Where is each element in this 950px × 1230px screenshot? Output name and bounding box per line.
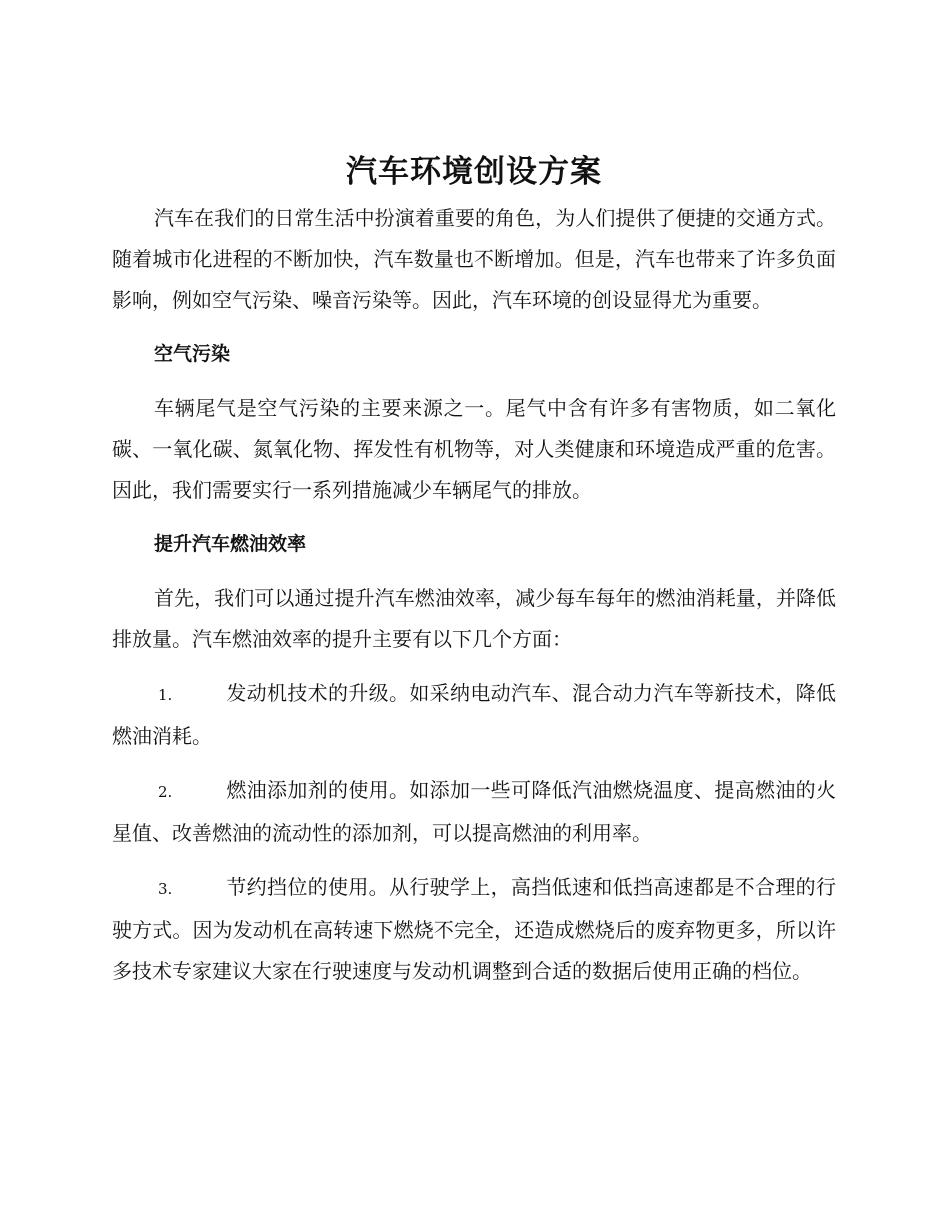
document-page xyxy=(112,150,836,1005)
list-number: 2. xyxy=(158,783,173,801)
list-item xyxy=(112,770,836,854)
intro-paragraph: 汽车在我们的日常生活中扮演着重要的角色，为人们提供了便捷的交通方式。随着城市化进程的不断加快，汽车数量也不断增加。但是，汽车也带来了许多负面影响，例如空气污染、噪音污染等。因此，汽车环境的创设显得尤为重要。 xyxy=(112,206,836,312)
list-item-text: 燃油添加剂的使用。如添加一些可降低汽油燃烧温度、提高燃油的火星值、改善燃油的流动性的添加剂，可以提高燃油的利用率。 xyxy=(112,778,836,845)
section-heading-fuel-efficiency: 提升汽车燃油效率 xyxy=(154,533,307,555)
list-item-text: 节约挡位的使用。从行驶学上，高挡低速和低挡高速都是不合理的行驶方式。因为发动机在高转速下燃烧不完全，还造成燃烧后的废弃物更多，所以许多技术专家建议大家在行驶速度与发动机调整到合适的数据后使用正确的档位。 xyxy=(112,875,836,983)
air-pollution-paragraph: 车辆尾气是空气污染的主要来源之一。尾气中含有许多有害物质，如二氧化碳、一氧化碳、氮氧化物、挥发性有机物等，对人类健康和环境造成严重的危害。因此，我们需要实行一系列措施减少车辆尾气的排放。 xyxy=(112,396,836,502)
list-item xyxy=(112,673,836,757)
list-item-text: 发动机技术的升级。如采纳电动汽车、混合动力汽车等新技术，降低燃油消耗。 xyxy=(112,681,836,748)
fuel-efficiency-paragraph: 首先，我们可以通过提升汽车燃油效率，减少每车每年的燃油消耗量，并降低排放量。汽车燃油效率的提升主要有以下几个方面： xyxy=(112,586,836,651)
list-item xyxy=(112,867,836,992)
document-title: 汽车环境创设方案 xyxy=(346,154,602,190)
section-heading-air-pollution: 空气污染 xyxy=(154,343,231,365)
list-number: 3. xyxy=(158,880,173,898)
list-number: 1. xyxy=(158,686,173,704)
